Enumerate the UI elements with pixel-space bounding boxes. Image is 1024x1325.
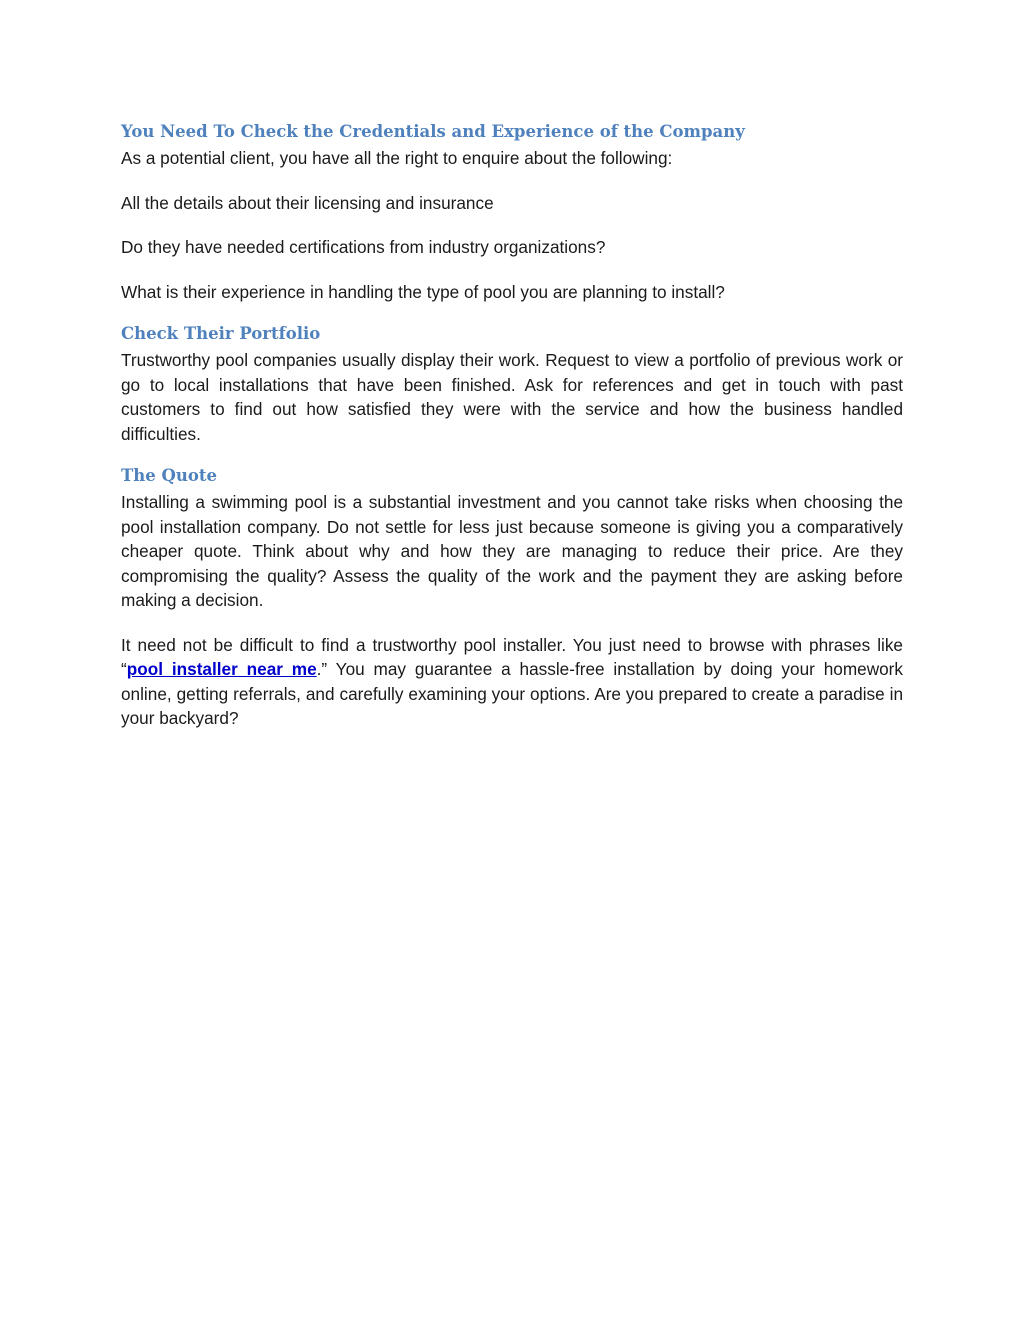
credentials-item-licensing: All the details about their licensing and insurance [121, 192, 494, 213]
quote-body: Installing a swimming pool is a substantial investment and you cannot take risks when choosing the pool installation company. Do not settle for less just because someone is giving you a comparatively cheaper quote. Think about why and how they are managing to reduce their price. Are they compromising the quality? Assess the quality of the work and the payment they are asking before making a decision. [121, 492, 903, 610]
portfolio-section [121, 320, 903, 446]
pool-installer-link[interactable]: pool installer near me [126, 659, 317, 679]
closing-text-after: .” You may guarantee a hassle-free installation by doing your homework online, getting referrals, and carefully examining your options. Are you prepared to create a paradise in your backyard? [121, 659, 903, 728]
portfolio-body: Trustworthy pool companies usually display their work. Request to view a portfolio of previous work or go to local installations that have been finished. Ask for references and get in touch with past customers to find out how satisfied they were with the service and how the business handled difficulties. [121, 350, 903, 444]
document-page [121, 118, 903, 751]
credentials-section [121, 118, 903, 304]
credentials-heading: You Need To Check the Credentials and Experience of the Company [121, 122, 745, 141]
closing-text-before: It need not be difficult to find a trustworthy pool installer. You just need to browse with phrases like “ [121, 634, 903, 679]
credentials-item-certifications: Do they have needed certifications from industry organizations? [121, 237, 606, 257]
credentials-intro: As a potential client, you have all the right to enquire about the following: [121, 148, 673, 168]
portfolio-heading: Check Their Portfolio [121, 324, 321, 343]
quote-section [121, 462, 903, 731]
credentials-item-experience: What is their experience in handling the type of pool you are planning to install? [121, 281, 725, 302]
quote-heading: The Quote [121, 466, 218, 485]
closing-paragraph [121, 633, 903, 731]
